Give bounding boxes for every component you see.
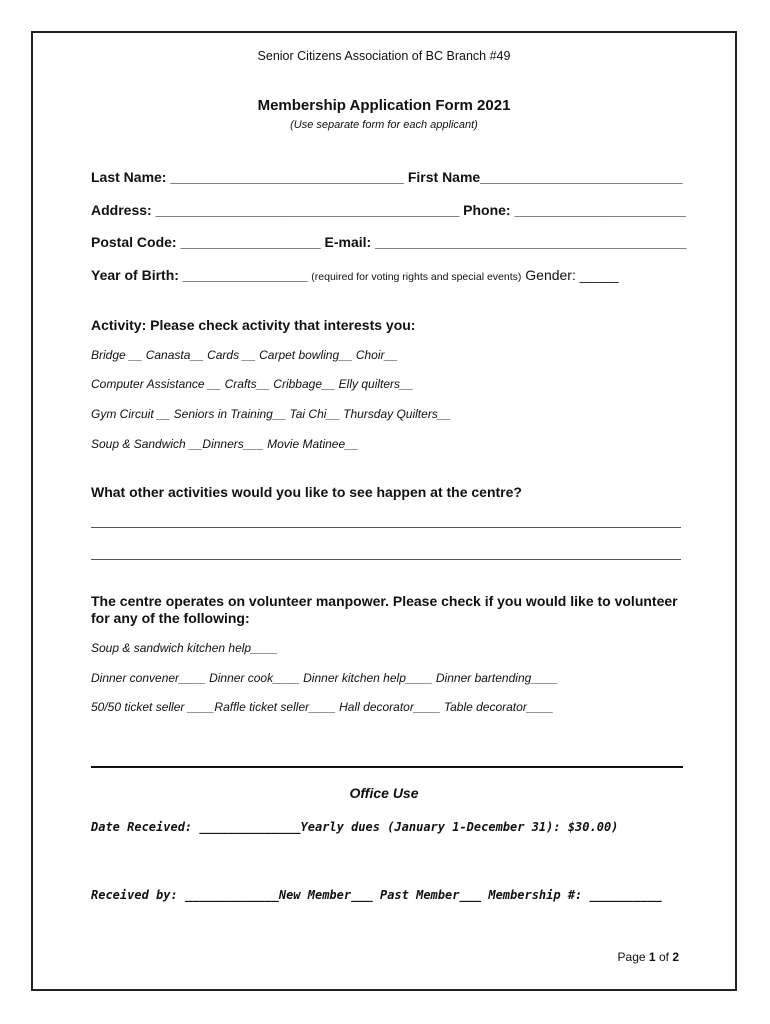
address-field[interactable]: Address: _______________________________________ <box>91 202 460 218</box>
volunteer-heading-line2: for any of the following: <box>91 610 250 626</box>
answer-line[interactable] <box>91 527 681 528</box>
activity-row[interactable]: Soup & Sandwich __Dinners___ Movie Matinee__ <box>91 437 359 451</box>
postal-row <box>91 234 687 250</box>
office-divider <box>91 766 683 768</box>
year-of-birth-field[interactable]: Year of Birth: ________________ <box>91 267 308 283</box>
received-by-row[interactable]: Received by: _____________New Member___ Past Member___ Membership #: __________ <box>91 888 662 902</box>
address-row <box>91 202 686 218</box>
page-total: 2 <box>672 950 679 964</box>
activity-heading: Activity: Please check activity that interests you: <box>91 317 416 333</box>
year-of-birth-note: (required for voting rights and special events) <box>311 271 522 283</box>
answer-line[interactable] <box>91 559 681 560</box>
activity-row[interactable]: Gym Circuit __ Seniors in Training__ Tai Chi__ Thursday Quilters__ <box>91 407 452 421</box>
date-received-row[interactable]: Date Received: ______________Yearly dues (January 1-December 31): $30.00) <box>91 820 619 834</box>
activity-row[interactable]: Computer Assistance __ Crafts__ Cribbage__ Elly quilters__ <box>91 377 414 391</box>
volunteer-row[interactable]: 50/50 ticket seller ____Raffle ticket seller____ Hall decorator____ Table decorator____ <box>91 700 554 714</box>
page-label: Page <box>617 950 646 964</box>
organization-name: Senior Citizens Association of BC Branch #49 <box>257 49 511 63</box>
phone-field[interactable]: Phone: ______________________ <box>463 202 686 218</box>
gender-field[interactable]: Gender: _____ <box>525 267 619 283</box>
activity-row[interactable]: Bridge __ Canasta__ Cards __ Carpet bowling__ Choir__ <box>91 348 398 362</box>
page-current: 1 <box>648 950 656 964</box>
office-use-title: Office Use <box>349 785 419 801</box>
volunteer-row[interactable]: Soup & sandwich kitchen help____ <box>91 641 278 655</box>
form-page <box>31 31 737 991</box>
page-of: of <box>658 950 669 964</box>
form-title: Membership Application Form 2021 <box>257 97 511 114</box>
email-field[interactable]: E-mail: ________________________________________ <box>324 234 687 250</box>
form-subtitle: (Use separate form for each applicant) <box>290 119 478 131</box>
volunteer-row[interactable]: Dinner convener____ Dinner cook____ Dinner kitchen help____ Dinner bartending____ <box>91 671 558 685</box>
volunteer-heading-line1: The centre operates on volunteer manpower. Please check if you would like to volunteer <box>91 593 678 609</box>
first-name-field[interactable]: First Name__________________________ <box>407 169 683 185</box>
postal-code-field[interactable]: Postal Code: __________________ <box>91 234 321 250</box>
page-number <box>618 950 679 964</box>
last-name-field[interactable]: Last Name: ______________________________ <box>91 169 404 185</box>
birth-row <box>91 267 619 283</box>
name-row <box>91 169 683 185</box>
other-activities-question: What other activities would you like to see happen at the centre? <box>91 484 522 500</box>
